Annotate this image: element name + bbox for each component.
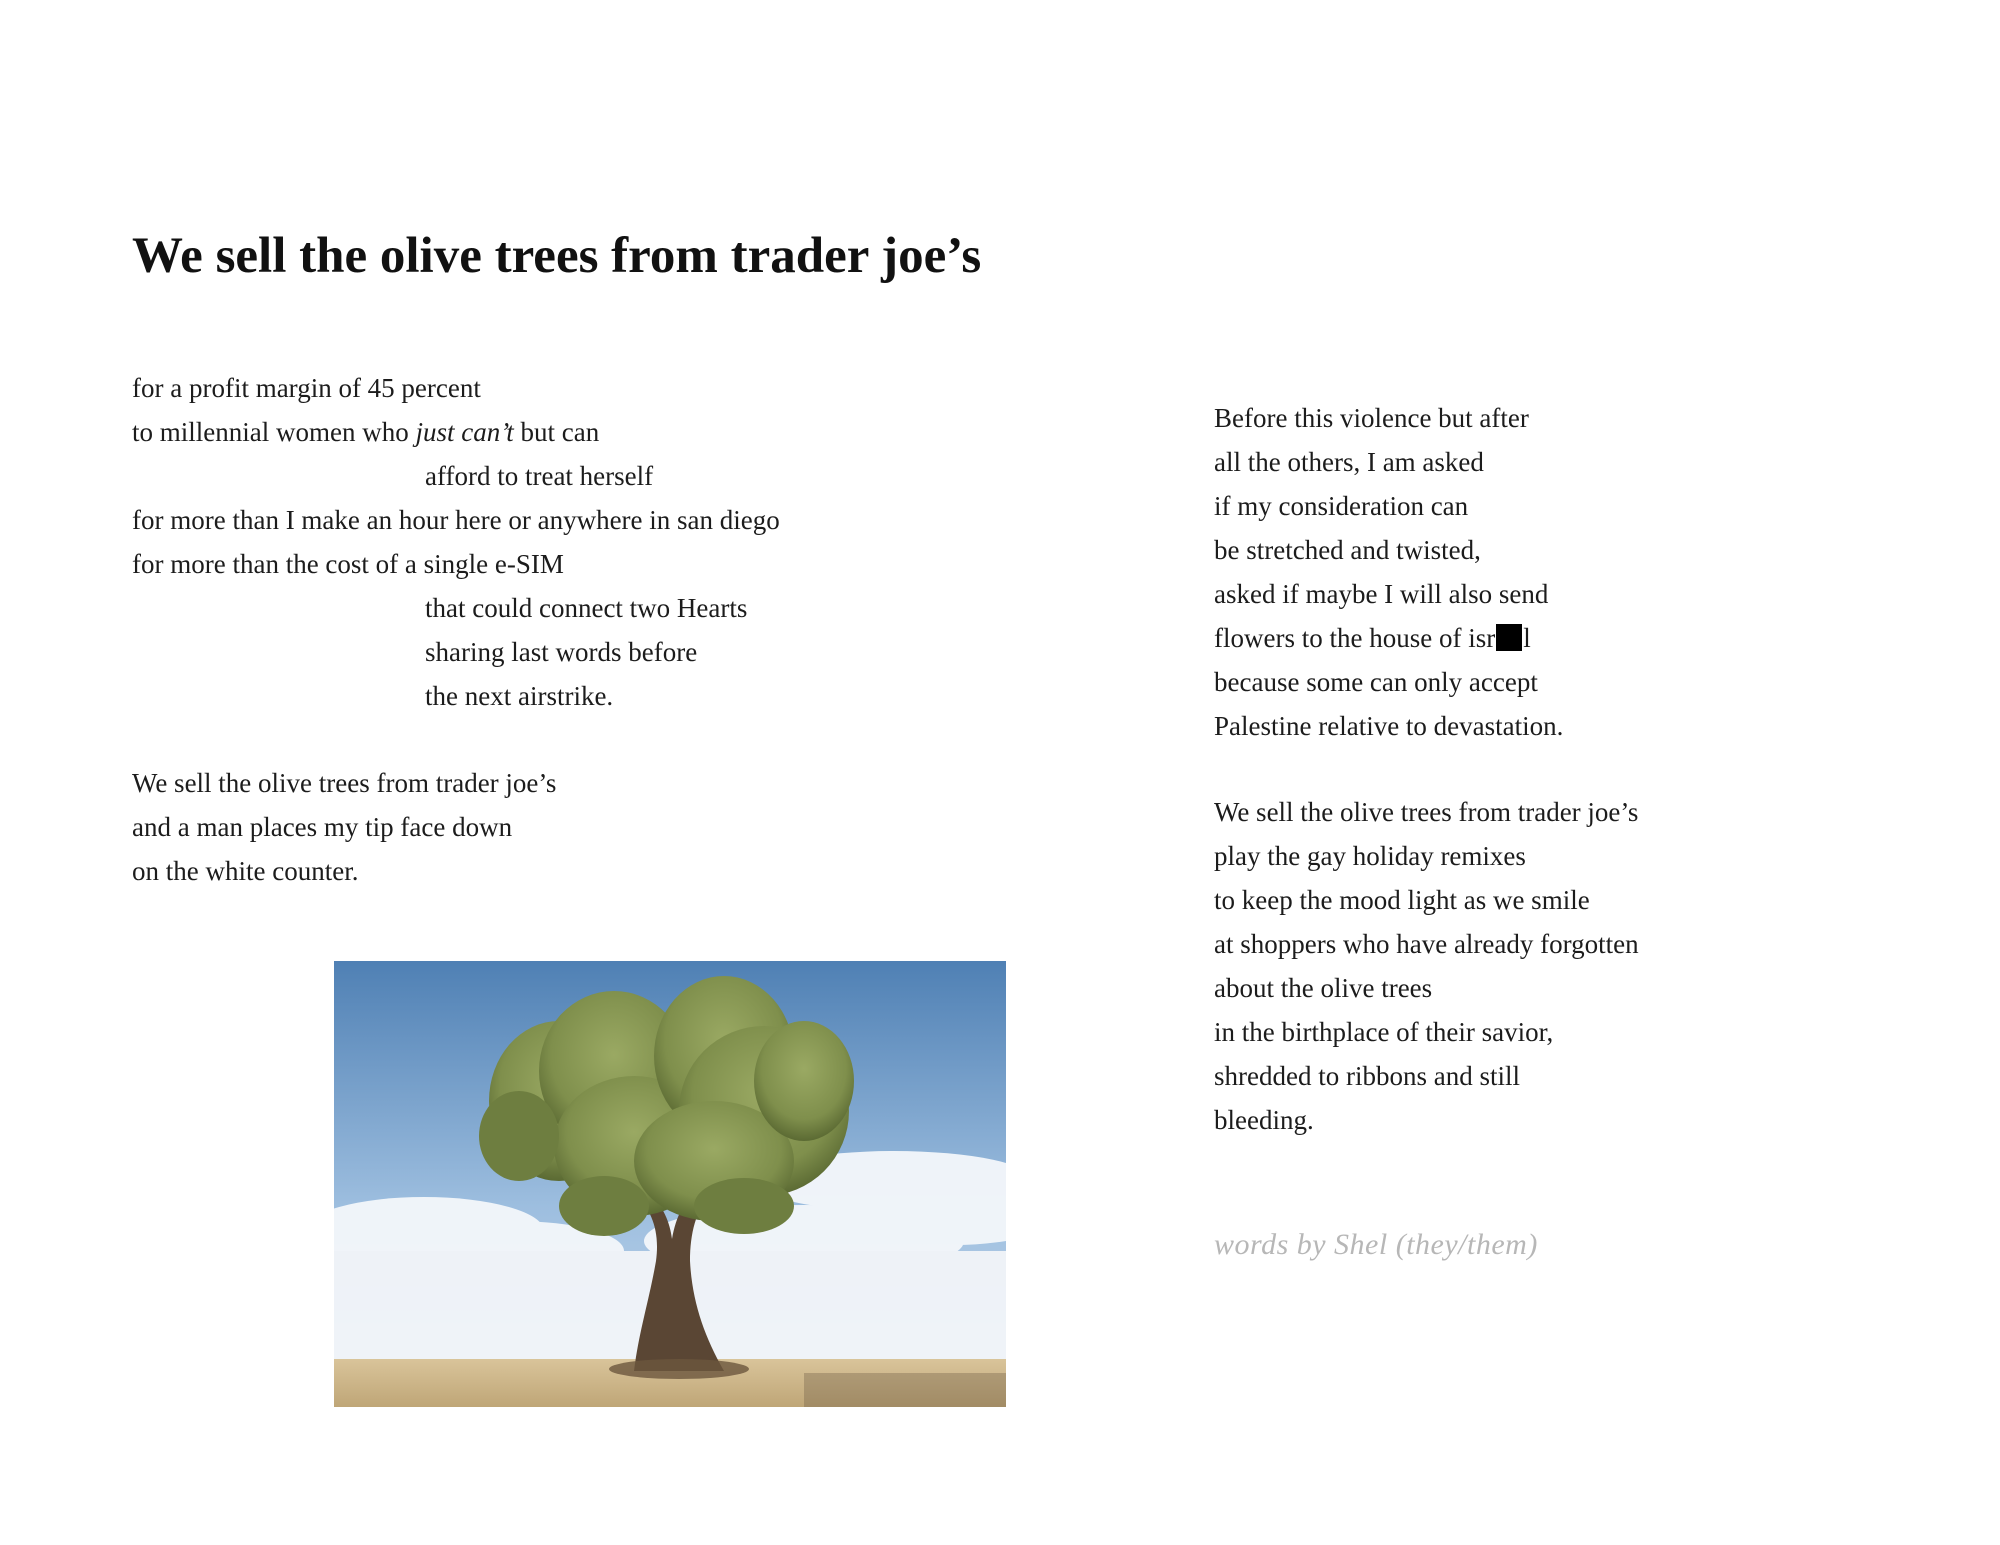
- poem-line: be stretched and twisted,: [1214, 535, 1481, 565]
- author-byline: words by Shel (they/them): [1214, 1228, 1538, 1261]
- poem-line: Palestine relative to devastation.: [1214, 711, 1564, 741]
- poem-line-text: to millennial women who: [132, 417, 416, 447]
- poem-line: Before this violence but after: [1214, 403, 1529, 433]
- poem-line-text: but can: [513, 417, 600, 447]
- poem-line: at shoppers who have already forgotten: [1214, 929, 1639, 959]
- poem-line-indented: afford to treat herself: [425, 461, 654, 491]
- redaction-block: [1496, 624, 1522, 651]
- poem-line: asked if maybe I will also send: [1214, 579, 1549, 609]
- poem-line: in the birthplace of their savior,: [1214, 1017, 1554, 1047]
- poem-stanza-left-2: [132, 761, 556, 893]
- poem-line: play the gay holiday remixes: [1214, 841, 1526, 871]
- poem-line: on the white counter.: [132, 856, 359, 886]
- poem-line-text: flowers to the house of isr: [1214, 623, 1496, 653]
- poem-line: shredded to ribbons and still: [1214, 1061, 1520, 1091]
- poem-line: We sell the olive trees from trader joe’s: [132, 768, 557, 798]
- poem-line: for a profit margin of 45 percent: [132, 373, 481, 403]
- poem-line: We sell the olive trees from trader joe’s: [1214, 797, 1639, 827]
- poem-line: [1214, 616, 1563, 660]
- olive-tree-photo: [334, 961, 1006, 1407]
- poem-line: and a man places my tip face down: [132, 812, 513, 842]
- poem-line: [132, 410, 780, 454]
- poem-line-indented: the next airstrike.: [425, 681, 614, 711]
- poem-stanza-left-1: [132, 366, 780, 718]
- poem-line: for more than I make an hour here or anywhere in san diego: [132, 505, 780, 535]
- emphasized-text: just can’t: [415, 417, 514, 447]
- poem-line: all the others, I am asked: [1214, 447, 1484, 477]
- poem-line: bleeding.: [1214, 1105, 1314, 1135]
- poem-line: about the olive trees: [1214, 973, 1433, 1003]
- olive-tree-image: [334, 961, 1006, 1407]
- poem-stanza-right-1: [1214, 396, 1563, 748]
- poem-line-indented: sharing last words before: [425, 637, 698, 667]
- poem-line: to keep the mood light as we smile: [1214, 885, 1590, 915]
- poem-line-indented: that could connect two Hearts: [425, 593, 748, 623]
- poem-line: for more than the cost of a single e-SIM: [132, 549, 564, 579]
- poem-line-text: l: [1523, 623, 1531, 653]
- poem-stanza-right-2: [1214, 790, 1639, 1142]
- poem-line: because some can only accept: [1214, 667, 1538, 697]
- poem-line: if my consideration can: [1214, 491, 1469, 521]
- poem-title: We sell the olive trees from trader joe’s: [132, 228, 982, 284]
